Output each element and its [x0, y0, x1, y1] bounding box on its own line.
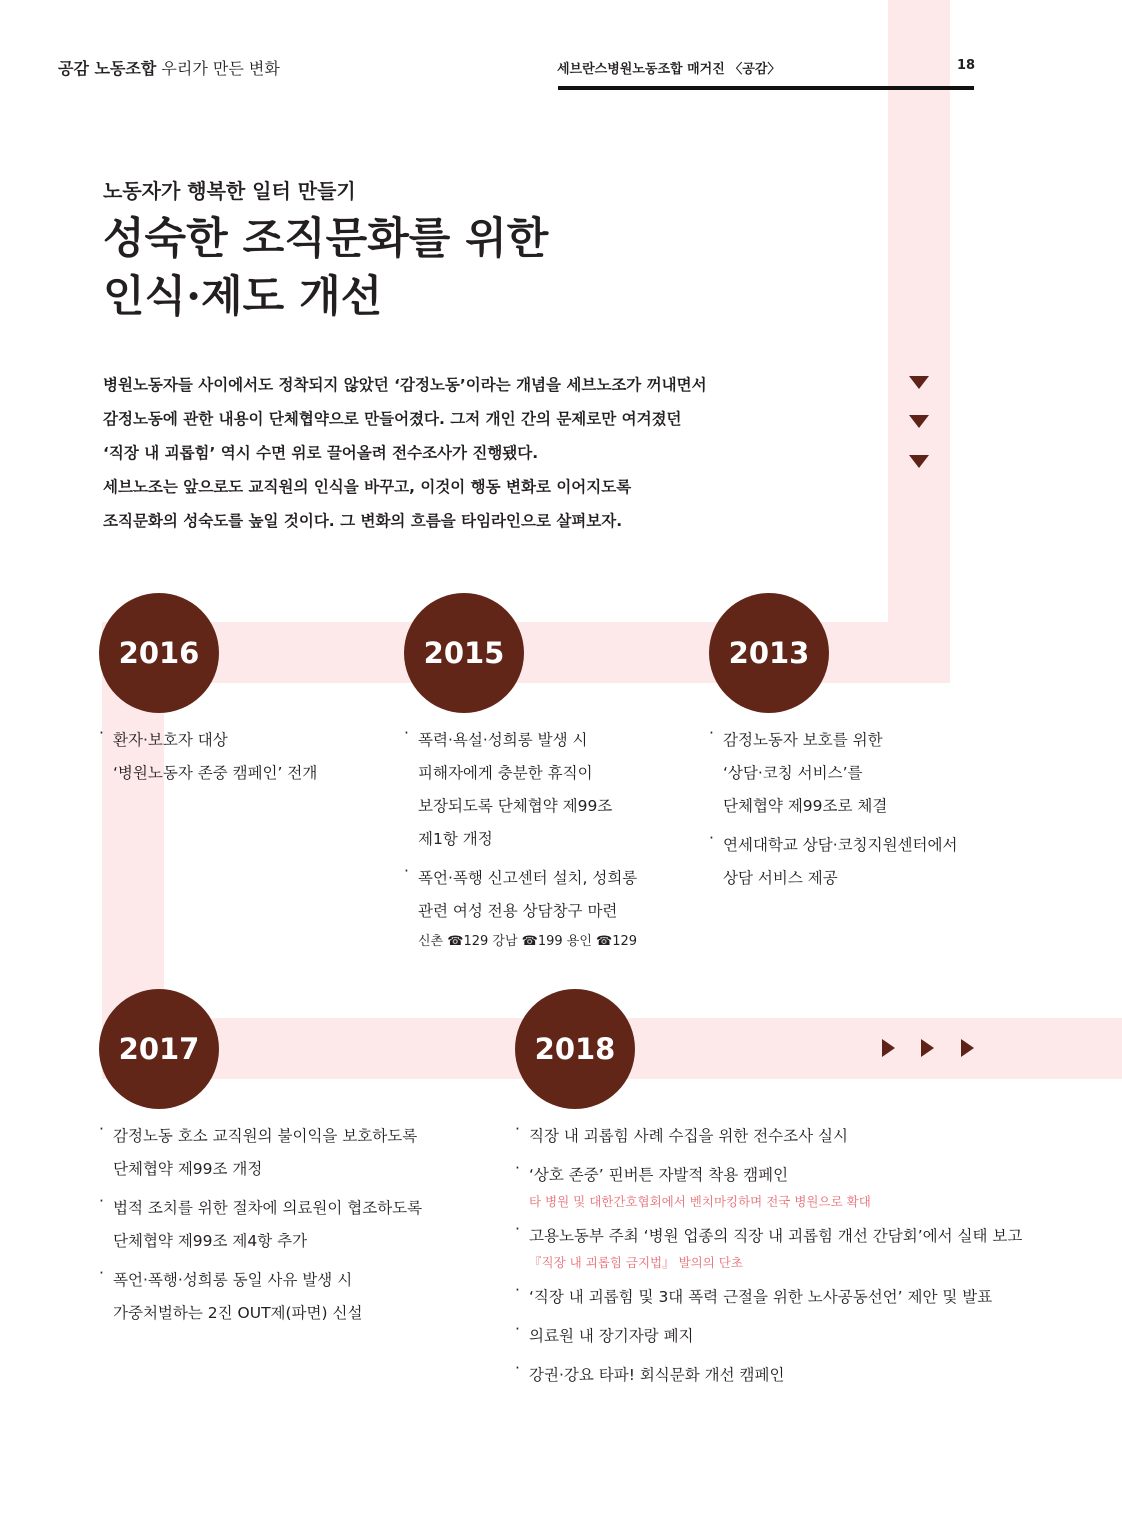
article-title-line: 인식·제도 개선 — [103, 272, 383, 322]
item-line: 단체협약 제99조 제4항 추가 — [113, 1232, 308, 1250]
item-line: · 고용노동부 주최 ‘병원 업종의 직장 내 괴롭힘 개선 간담회’에서 실태 보고 — [529, 1227, 1023, 1245]
timeline-items-2018 — [515, 1120, 1022, 1398]
phone-numbers: 신촌 ☎129 강남 ☎199 용인 ☎129 — [418, 934, 638, 949]
timeline-item — [404, 724, 637, 856]
article-title-line: 성숙한 조직문화를 위한 — [103, 214, 549, 264]
timeline-item — [99, 1264, 422, 1330]
intro-line: 세브노조는 앞으로도 교직원의 인식을 바꾸고, 이것이 행동 변화로 이어지도록 — [103, 478, 632, 496]
arrow-down-icon — [909, 455, 929, 468]
timeline-item — [99, 1120, 422, 1186]
arrow-down-icon — [909, 376, 929, 389]
timeline-items-2016 — [99, 724, 317, 796]
item-line: · 감정노동 호소 교직원의 불이익을 보호하도록 — [113, 1127, 418, 1145]
article-kicker: 노동자가 행복한 일터 만들기 — [103, 179, 356, 203]
year-circle-2015: 2015 — [404, 593, 524, 713]
page-number: 18 — [957, 58, 976, 73]
item-line: 상담 서비스 제공 — [723, 869, 838, 887]
section-label-light: 우리가 만든 변화 — [161, 59, 280, 78]
intro-line: 병원노동자들 사이에서도 정착되지 않았던 ‘감정노동’이라는 개념을 세브노조가 꺼내면서 — [103, 376, 707, 394]
item-line: ‘상담·코칭 서비스’를 — [723, 764, 863, 782]
timeline-item — [709, 724, 957, 823]
arrow-down-icon — [909, 415, 929, 428]
item-line: 가중처벌하는 2진 OUT제(파면) 신설 — [113, 1304, 363, 1322]
timeline-item — [99, 1192, 422, 1258]
timeline-item — [515, 1120, 1022, 1153]
year-circle-2018: 2018 — [515, 989, 635, 1109]
timeline-item — [515, 1220, 1022, 1275]
item-note: 타 병원 및 대한간호협회에서 벤치마킹하며 전국 병원으로 확대 — [529, 1194, 871, 1209]
timeline-item — [515, 1159, 1022, 1214]
intro-line: 조직문화의 성숙도를 높일 것이다. 그 변화의 흐름을 타임라인으로 살펴보자. — [103, 512, 623, 530]
article-intro — [103, 368, 707, 538]
timeline-item — [515, 1359, 1022, 1392]
item-line: · ‘직장 내 괴롭힘 및 3대 폭력 근절을 위한 노사공동선언’ 제안 및 발표 — [529, 1288, 993, 1306]
timeline-item — [515, 1320, 1022, 1353]
year-circle-2013: 2013 — [709, 593, 829, 713]
header-rule — [558, 86, 974, 90]
item-line: · 강권·강요 타파! 회식문화 개선 캠페인 — [529, 1366, 785, 1384]
item-line: 단체협약 제99조 개정 — [113, 1160, 263, 1178]
timeline-item — [99, 724, 317, 790]
timeline-item — [515, 1281, 1022, 1314]
item-line: · 환자·보호자 대상 — [113, 731, 228, 749]
item-line: 제1항 개정 — [418, 830, 493, 848]
item-note: 『직장 내 괴롭힘 금지법』 발의의 단초 — [529, 1255, 743, 1270]
section-label-bold: 공감 노동조합 — [58, 59, 157, 78]
timeline-items-2013 — [709, 724, 957, 901]
item-line: 피해자에게 충분한 휴직이 — [418, 764, 593, 782]
arrow-right-icon — [921, 1039, 934, 1057]
year-circle-2016: 2016 — [99, 593, 219, 713]
arrow-right-icon — [882, 1039, 895, 1057]
item-line: 보장되도록 단체협약 제99조 — [418, 797, 613, 815]
magazine-name: 세브란스병원노동조합 매거진 〈공감〉 — [557, 62, 781, 77]
timeline-items-2017 — [99, 1120, 422, 1336]
article-title — [103, 210, 548, 326]
timeline-item — [404, 862, 637, 956]
item-line: · 연세대학교 상담·코칭지원센터에서 — [723, 836, 958, 854]
item-line: · 폭언·폭행·성희롱 동일 사유 발생 시 — [113, 1271, 353, 1289]
item-line: · ‘상호 존중’ 핀버튼 자발적 착용 캠페인 — [529, 1166, 789, 1184]
item-line: · 직장 내 괴롭힘 사례 수집을 위한 전수조사 실시 — [529, 1127, 848, 1145]
timeline-items-2015 — [404, 724, 637, 962]
item-line: 관련 여성 전용 상담창구 마련 — [418, 902, 618, 920]
intro-line: ‘직장 내 괴롭힘’ 역시 수면 위로 끌어올려 전수조사가 진행됐다. — [103, 444, 539, 462]
timeline-item — [709, 829, 957, 895]
item-line: · 폭력·욕설·성희롱 발생 시 — [418, 731, 588, 749]
timeline-band-vertical-right — [888, 0, 950, 683]
item-line: · 법적 조치를 위한 절차에 의료원이 협조하도록 — [113, 1199, 423, 1217]
item-line: · 의료원 내 장기자랑 폐지 — [529, 1327, 694, 1345]
intro-line: 감정노동에 관한 내용이 단체협약으로 만들어졌다. 그저 개인 간의 문제로만 여겨졌던 — [103, 410, 682, 428]
arrow-right-icon — [961, 1039, 974, 1057]
item-line: · 폭언·폭행 신고센터 설치, 성희롱 — [418, 869, 638, 887]
year-circle-2017: 2017 — [99, 989, 219, 1109]
item-line: 단체협약 제99조로 체결 — [723, 797, 888, 815]
item-line: ‘병원노동자 존중 캠페인’ 전개 — [113, 764, 318, 782]
item-line: · 감정노동자 보호를 위한 — [723, 731, 883, 749]
section-label — [58, 56, 280, 79]
